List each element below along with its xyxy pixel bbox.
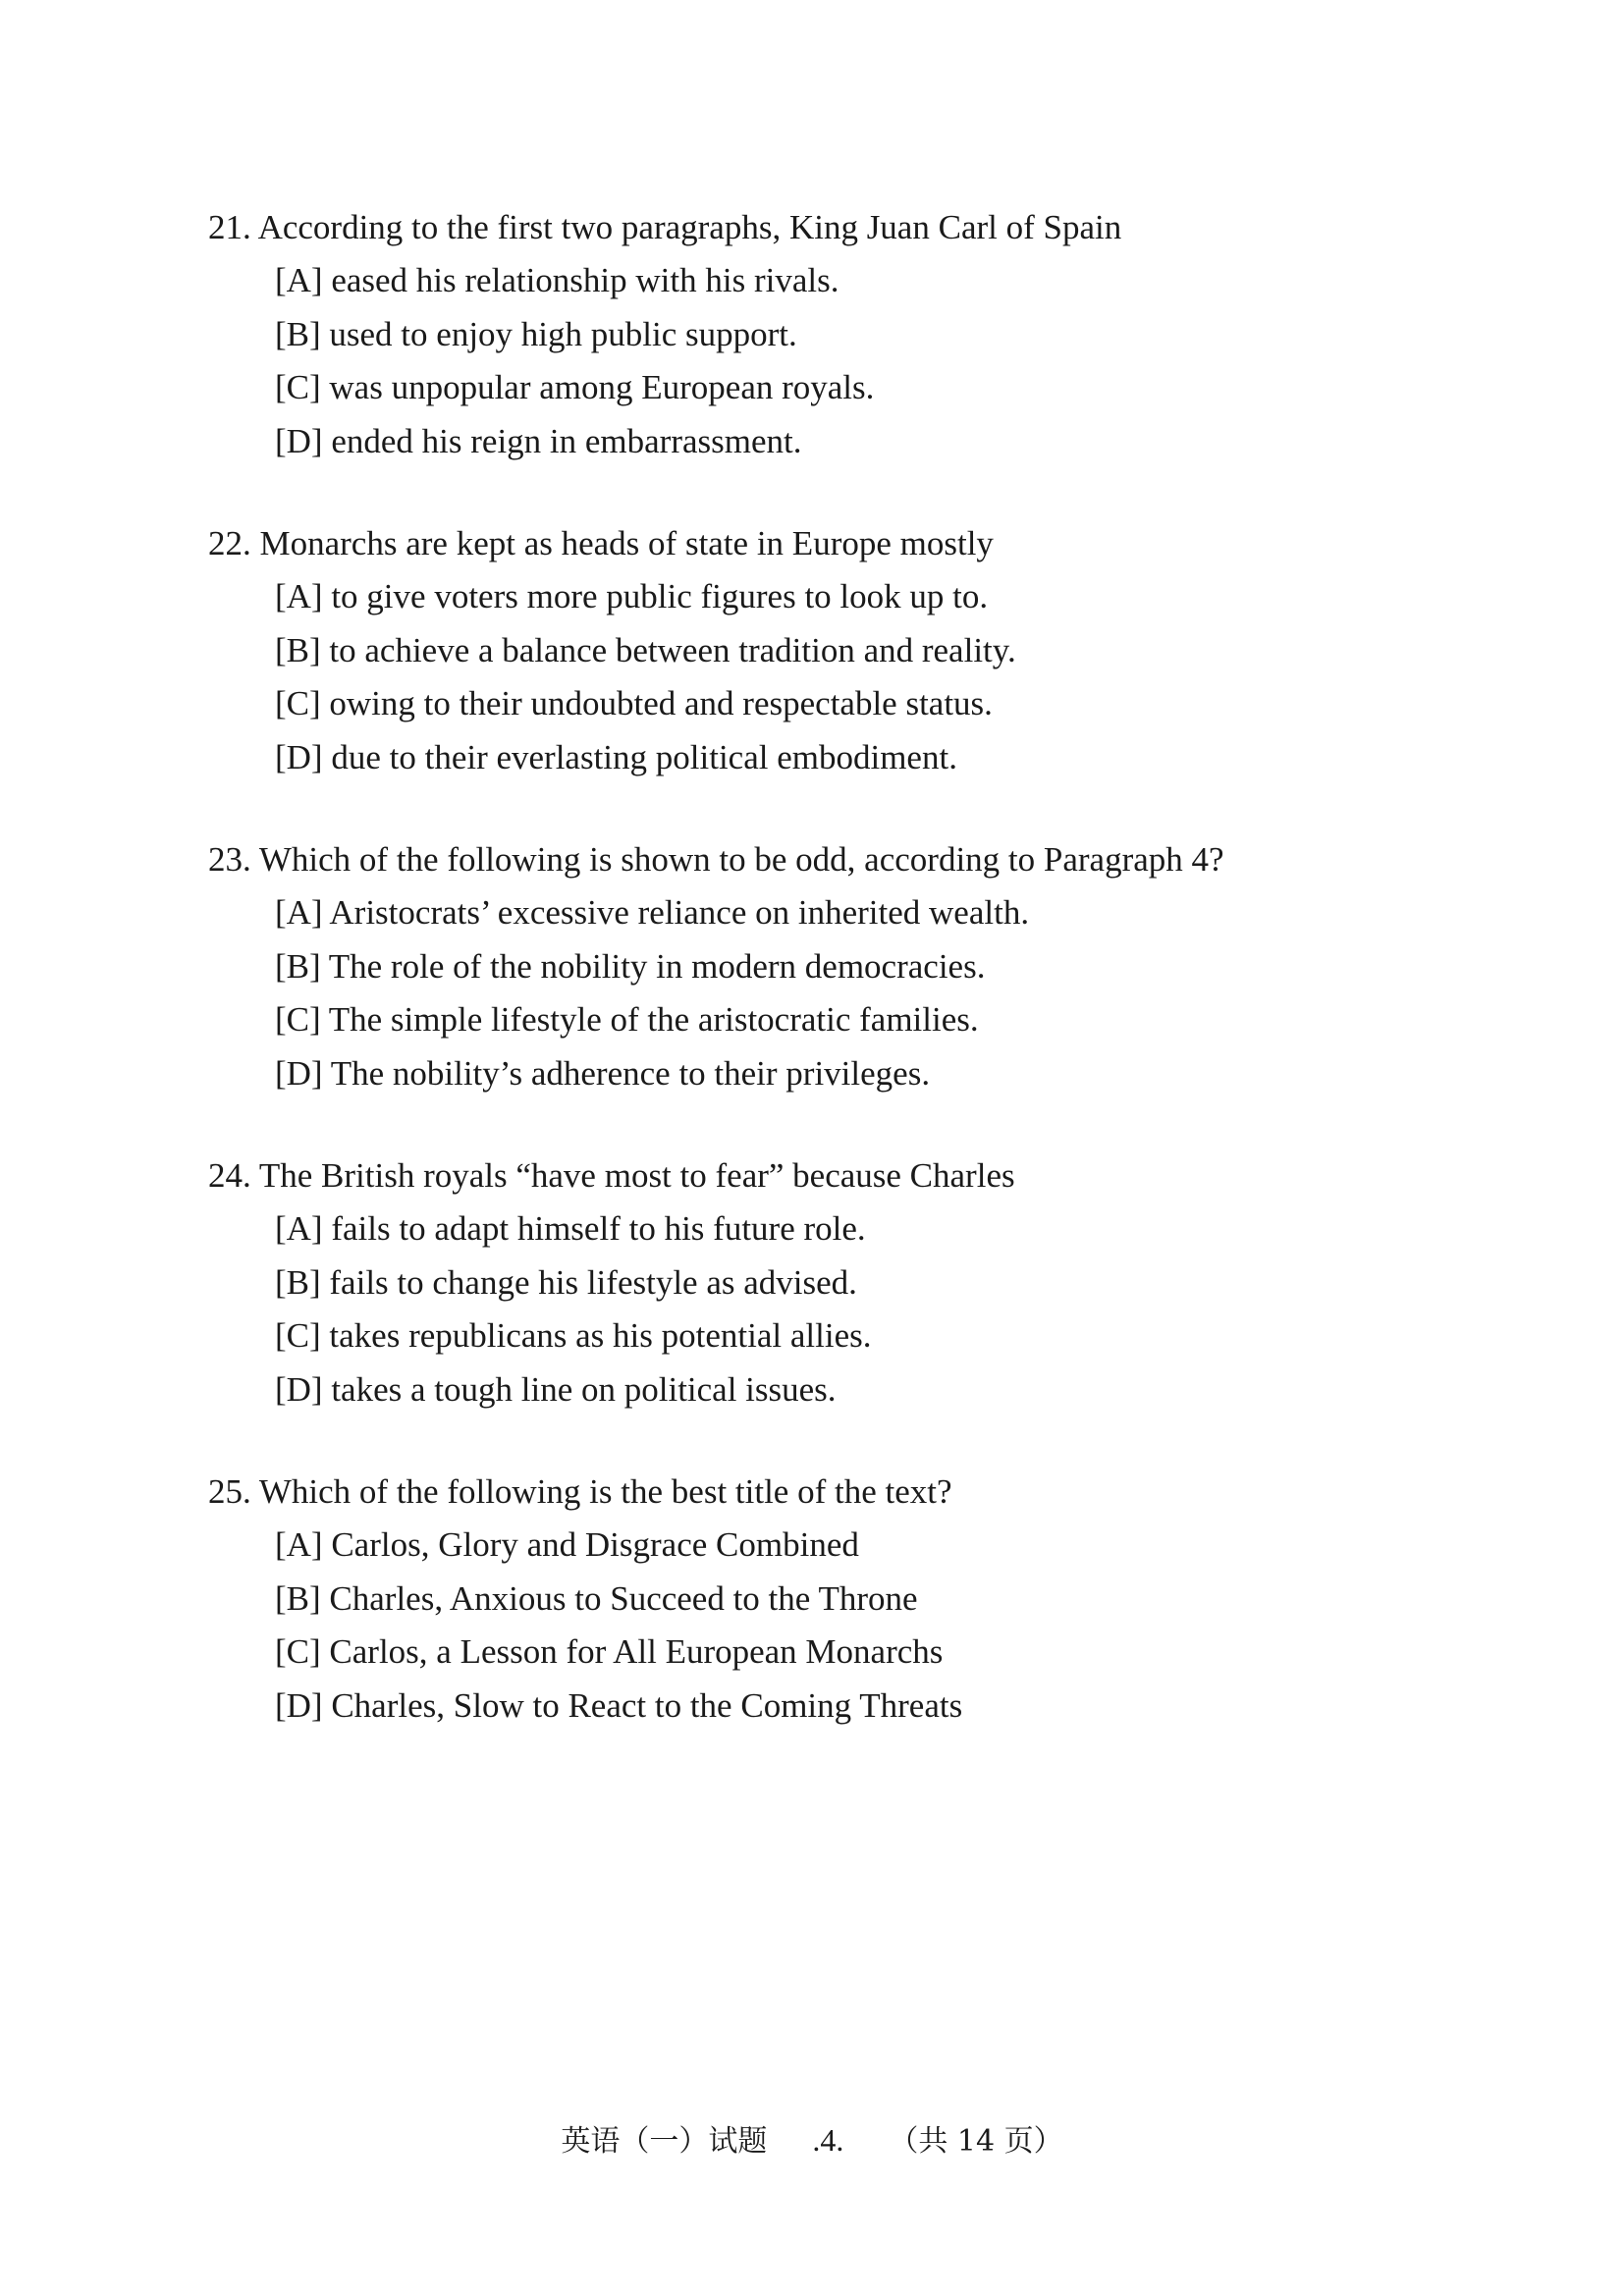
option-b: [B] The role of the nobility in modern democracies. (275, 946, 986, 986)
question-stem: 22. Monarchs are kept as heads of state in Europe mostly (208, 524, 994, 562)
question-25 (208, 1466, 1435, 1733)
option-c: [C] takes republicans as his potential allies. (275, 1316, 872, 1355)
footer-subject: 英语（一）试题 (561, 2124, 768, 2159)
option-list (208, 570, 1435, 784)
option-b: [B] to achieve a balance between tradition and reality. (275, 630, 1016, 669)
option-list (208, 1202, 1435, 1416)
question-stem: 24. The British royals “have most to fear” because Charles (208, 1156, 1015, 1195)
footer-total-pages: （共 14 页） (889, 2124, 1063, 2159)
option-list (208, 254, 1435, 468)
option-d: [D] ended his reign in embarrassment. (275, 421, 802, 460)
question-23 (208, 833, 1435, 1100)
option-d: [D] Charles, Slow to React to the Coming Threats (275, 1685, 963, 1725)
option-d: [D] due to their everlasting political embodiment. (275, 737, 957, 776)
footer-page-number: .4. (812, 2122, 844, 2158)
option-a: [A] Aristocrats’ excessive reliance on inherited wealth. (275, 893, 1030, 932)
page-footer (0, 2120, 1624, 2162)
question-24 (208, 1149, 1435, 1416)
question-stem: 23. Which of the following is shown to be odd, according to Paragraph 4? (208, 840, 1224, 879)
option-c: [C] was unpopular among European royals. (275, 368, 875, 406)
question-stem: 21. According to the first two paragraphs, King Juan Carl of Spain (208, 208, 1122, 246)
option-d: [D] The nobility’s adherence to their privileges. (275, 1053, 931, 1093)
option-a: [A] Carlos, Glory and Disgrace Combined (275, 1525, 859, 1564)
option-a: [A] eased his relationship with his rivals. (275, 261, 839, 299)
option-b: [B] fails to change his lifestyle as advised. (275, 1262, 857, 1302)
option-c: [C] Carlos, a Lesson for All European Monarchs (275, 1632, 944, 1671)
option-list (208, 886, 1435, 1100)
option-c: [C] owing to their undoubted and respectable status. (275, 684, 993, 722)
option-a: [A] fails to adapt himself to his future role. (275, 1209, 866, 1248)
option-list (208, 1519, 1435, 1733)
option-b: [B] used to enjoy high public support. (275, 314, 797, 353)
option-a: [A] to give voters more public figures to look up to. (275, 577, 989, 615)
question-21 (208, 201, 1435, 468)
option-c: [C] The simple lifestyle of the aristocratic families. (275, 1000, 979, 1039)
option-b: [B] Charles, Anxious to Succeed to the Throne (275, 1578, 918, 1618)
option-d: [D] takes a tough line on political issues. (275, 1369, 837, 1409)
question-22 (208, 517, 1435, 784)
question-stem: 25. Which of the following is the best title of the text? (208, 1472, 952, 1511)
question-list (208, 201, 1435, 1782)
